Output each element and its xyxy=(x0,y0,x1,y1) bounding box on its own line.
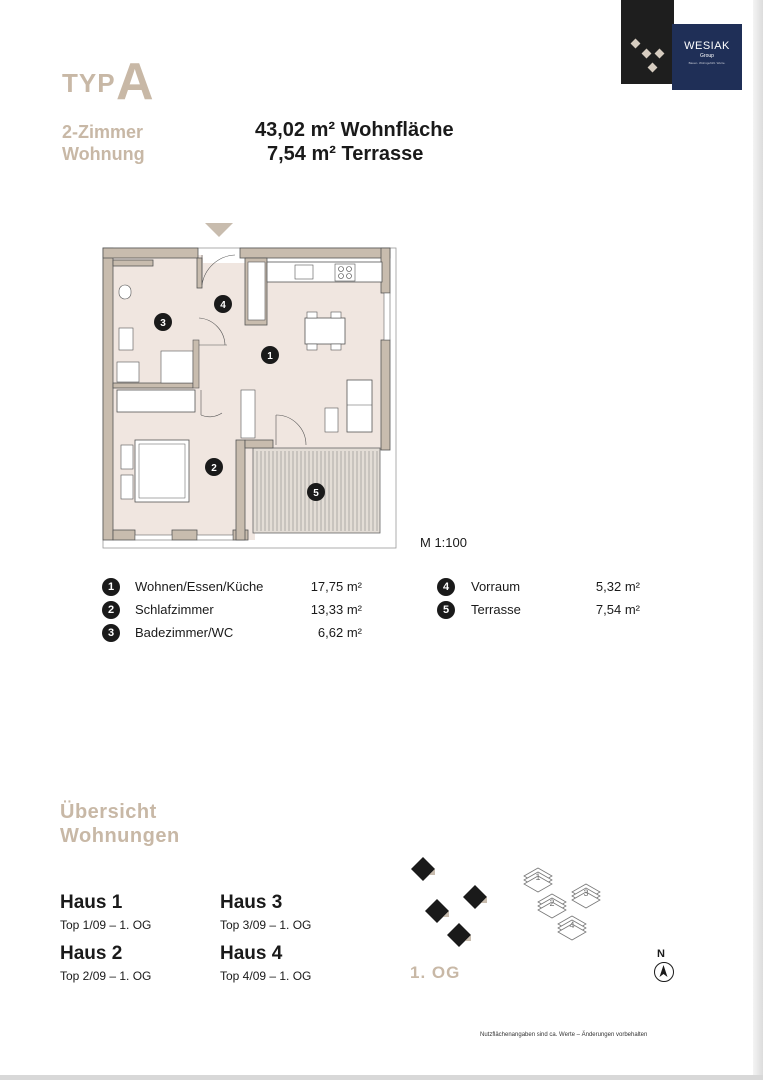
building-stack-plan xyxy=(518,862,608,947)
living-area: 43,02 m² Wohnfläche xyxy=(255,119,454,141)
logo-diamond-icon xyxy=(642,49,652,59)
room-number-badge: 2 xyxy=(102,601,120,619)
house-2-unit: Top 2/09 – 1. OG xyxy=(60,969,152,983)
room-area: 5,32 m² xyxy=(595,579,640,594)
room-number-badge: 5 xyxy=(437,601,455,619)
logo-mark xyxy=(621,0,674,84)
overview-title xyxy=(60,800,180,848)
kitchen-counter xyxy=(267,262,382,282)
site-plan xyxy=(405,855,505,955)
type-label: TYP xyxy=(62,68,116,98)
house-1-unit: Top 1/09 – 1. OG xyxy=(60,918,152,932)
room-name: Schlafzimmer xyxy=(135,602,214,617)
scale-label: M 1:100 xyxy=(420,535,467,550)
room-name: Vorraum xyxy=(471,579,521,594)
logo xyxy=(672,24,742,90)
building-icon xyxy=(411,857,435,881)
wardrobe xyxy=(248,262,265,320)
marker-2: 2 xyxy=(211,463,217,474)
logo-name: WESIAK xyxy=(684,40,730,52)
marker-4: 4 xyxy=(220,300,226,311)
room-name: Terrasse xyxy=(471,602,521,617)
house-3-title: Haus 3 xyxy=(220,892,283,913)
legend-row xyxy=(437,601,640,621)
legend-row xyxy=(102,578,362,598)
room-area: 17,75 m² xyxy=(310,579,362,594)
house-3-unit: Top 3/09 – 1. OG xyxy=(220,918,312,932)
logo-diamond-icon xyxy=(631,39,641,49)
site-label-1: 1 xyxy=(535,872,541,882)
page-edge xyxy=(753,0,763,1080)
legend-row xyxy=(102,601,362,621)
terrace-area: 7,54 m² Terrasse xyxy=(267,143,424,165)
washer xyxy=(117,362,139,382)
floor-plan xyxy=(95,215,405,555)
house-4-title: Haus 4 xyxy=(220,943,283,964)
dining-table xyxy=(305,318,345,344)
logo-diamond-icon xyxy=(648,63,658,73)
house-2-title: Haus 2 xyxy=(60,943,123,964)
site-label-4: 4 xyxy=(569,920,575,930)
north-arrow-icon xyxy=(654,962,674,982)
building-icon xyxy=(425,899,449,923)
apartment-type xyxy=(62,121,145,165)
room-area: 6,62 m² xyxy=(317,625,362,640)
house-1-title: Haus 1 xyxy=(60,892,123,913)
site-label-2: 2 xyxy=(549,898,555,908)
logo-sub: Group xyxy=(700,53,714,59)
house-4-unit: Top 4/09 – 1. OG xyxy=(220,969,312,983)
sink xyxy=(119,328,133,350)
marker-5: 5 xyxy=(313,488,319,499)
shower xyxy=(161,351,193,383)
legend-row xyxy=(102,624,362,644)
entrance-arrow-icon xyxy=(205,223,233,237)
room-number-badge: 4 xyxy=(437,578,455,596)
bed xyxy=(135,440,189,502)
disclaimer: Nutzflächenangaben sind ca. Werte – Änderungen vorbehalten xyxy=(480,1032,648,1038)
legend-row xyxy=(437,578,640,598)
overview-title-line2: Wohnungen xyxy=(60,825,180,847)
room-area: 13,33 m² xyxy=(310,602,362,617)
room-name: Badezimmer/WC xyxy=(135,625,234,640)
toilet xyxy=(119,285,131,299)
marker-1: 1 xyxy=(267,351,273,362)
room-area: 7,54 m² xyxy=(595,602,640,617)
logo-diamond-icon xyxy=(655,49,665,59)
room-name: Wohnen/Essen/Küche xyxy=(135,579,264,594)
floor-label: 1. OG xyxy=(410,963,461,982)
building-icon xyxy=(463,885,487,909)
overview-title-line1: Übersicht xyxy=(60,801,157,823)
type-letter: A xyxy=(116,53,154,111)
marker-3: 3 xyxy=(160,318,166,329)
apartment-type-line2: Wohnung xyxy=(62,144,145,164)
area-summary xyxy=(255,118,454,166)
site-label-3: 3 xyxy=(583,888,589,898)
room-number-badge: 1 xyxy=(102,578,120,596)
nightstand xyxy=(121,445,133,469)
nightstand xyxy=(121,475,133,499)
north-label: N xyxy=(657,948,665,960)
sofa xyxy=(347,380,372,432)
building-icon xyxy=(447,923,471,947)
logo-tagline: Bauen. Wohngefühl. Werte. xyxy=(688,61,726,65)
page-edge xyxy=(0,1075,763,1080)
bedroom-wardrobe xyxy=(117,390,195,412)
apartment-type-line1: 2-Zimmer xyxy=(62,122,144,142)
room-number-badge: 3 xyxy=(102,624,120,642)
